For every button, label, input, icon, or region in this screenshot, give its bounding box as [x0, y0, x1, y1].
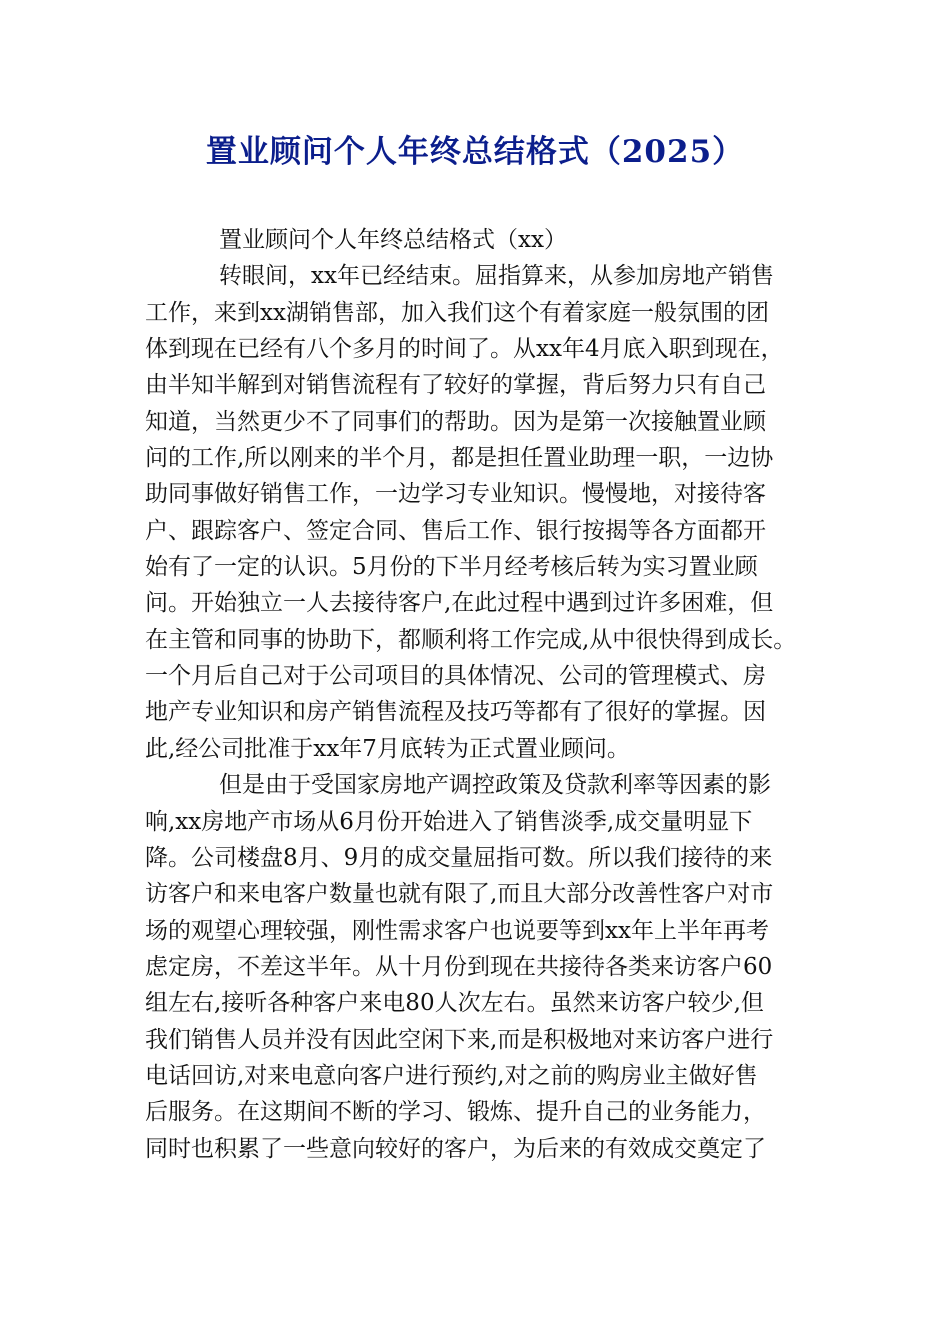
body-line: 地产专业知识和房产销售流程及技巧等都有了很好的掌握。因: [145, 699, 766, 726]
body-line: 我们销售人员并没有因此空闲下来,而是积极地对来访客户进行: [145, 1026, 774, 1053]
body-line: 工作，来到xx湖销售部，加入我们这个有着家庭一般氛围的团: [145, 299, 769, 326]
body-line: 组左右,接听各种客户来电80人次左右。虽然来访客户较少,但: [145, 990, 764, 1017]
body-line: 虑定房，不差这半年。从十月份到现在共接待各类来访客户60: [145, 953, 773, 980]
body-line: 场的观望心理较强，刚性需求客户也说要等到xx年上半年再考: [145, 917, 769, 944]
body-line: 转眼间，xx年已经结束。屈指算来，从参加房地产销售: [219, 263, 774, 290]
body-line: 问。开始独立一人去接待客户,在此过程中遇到过许多困难，但: [145, 590, 774, 617]
body-line: 同时也积累了一些意向较好的客户，为后来的有效成交奠定了: [145, 1135, 766, 1162]
document-body: [145, 222, 805, 1167]
body-line: 访客户和来电客户数量也就有限了,而且大部分改善性客户对市: [145, 881, 774, 908]
body-line-heading: 置业顾问个人年终总结格式（xx）: [219, 227, 567, 253]
body-line: 此,经公司批准于xx年7月底转为正式置业顾问。: [145, 735, 630, 762]
body-line: 户、跟踪客户、签定合同、售后工作、银行按揭等各方面都开: [145, 517, 766, 544]
body-line: 由半知半解到对销售流程有了较好的掌握，背后努力只有自己: [145, 372, 766, 399]
body-line: 响,xx房地产市场从6月份开始进入了销售淡季,成交量明显下: [145, 808, 753, 835]
body-line: 一个月后自己对于公司项目的具体情况、公司的管理模式、房: [145, 663, 766, 690]
document-title: 置业顾问个人年终总结格式（2025）: [205, 134, 745, 170]
body-line: 助同事做好销售工作，一边学习专业知识。慢慢地，对接待客: [145, 481, 766, 508]
body-line: 体到现在已经有八个多月的时间了。从xx年4月底入职到现在，: [145, 336, 784, 363]
body-line: 始有了一定的认识。5月份的下半月经考核后转为实习置业顾: [145, 554, 758, 581]
body-line: 知道，当然更少不了同事们的帮助。因为是第一次接触置业顾: [145, 408, 766, 435]
body-line: 后服务。在这期间不断的学习、锻炼、提升自己的业务能力，: [145, 1099, 766, 1126]
body-line: 问的工作,所以刚来的半个月，都是担任置业助理一职，一边协: [145, 445, 774, 472]
body-line: 电话回访,对来电意向客户进行预约,对之前的购房业主做好售: [145, 1062, 758, 1089]
body-line: 在主管和同事的协助下，都顺利将工作完成,从中很快得到成长。: [145, 626, 797, 653]
body-line: 但是由于受国家房地产调控政策及贷款利率等因素的影: [219, 772, 771, 799]
body-line: 降。公司楼盘8月、9月的成交量屈指可数。所以我们接待的来: [145, 844, 773, 871]
